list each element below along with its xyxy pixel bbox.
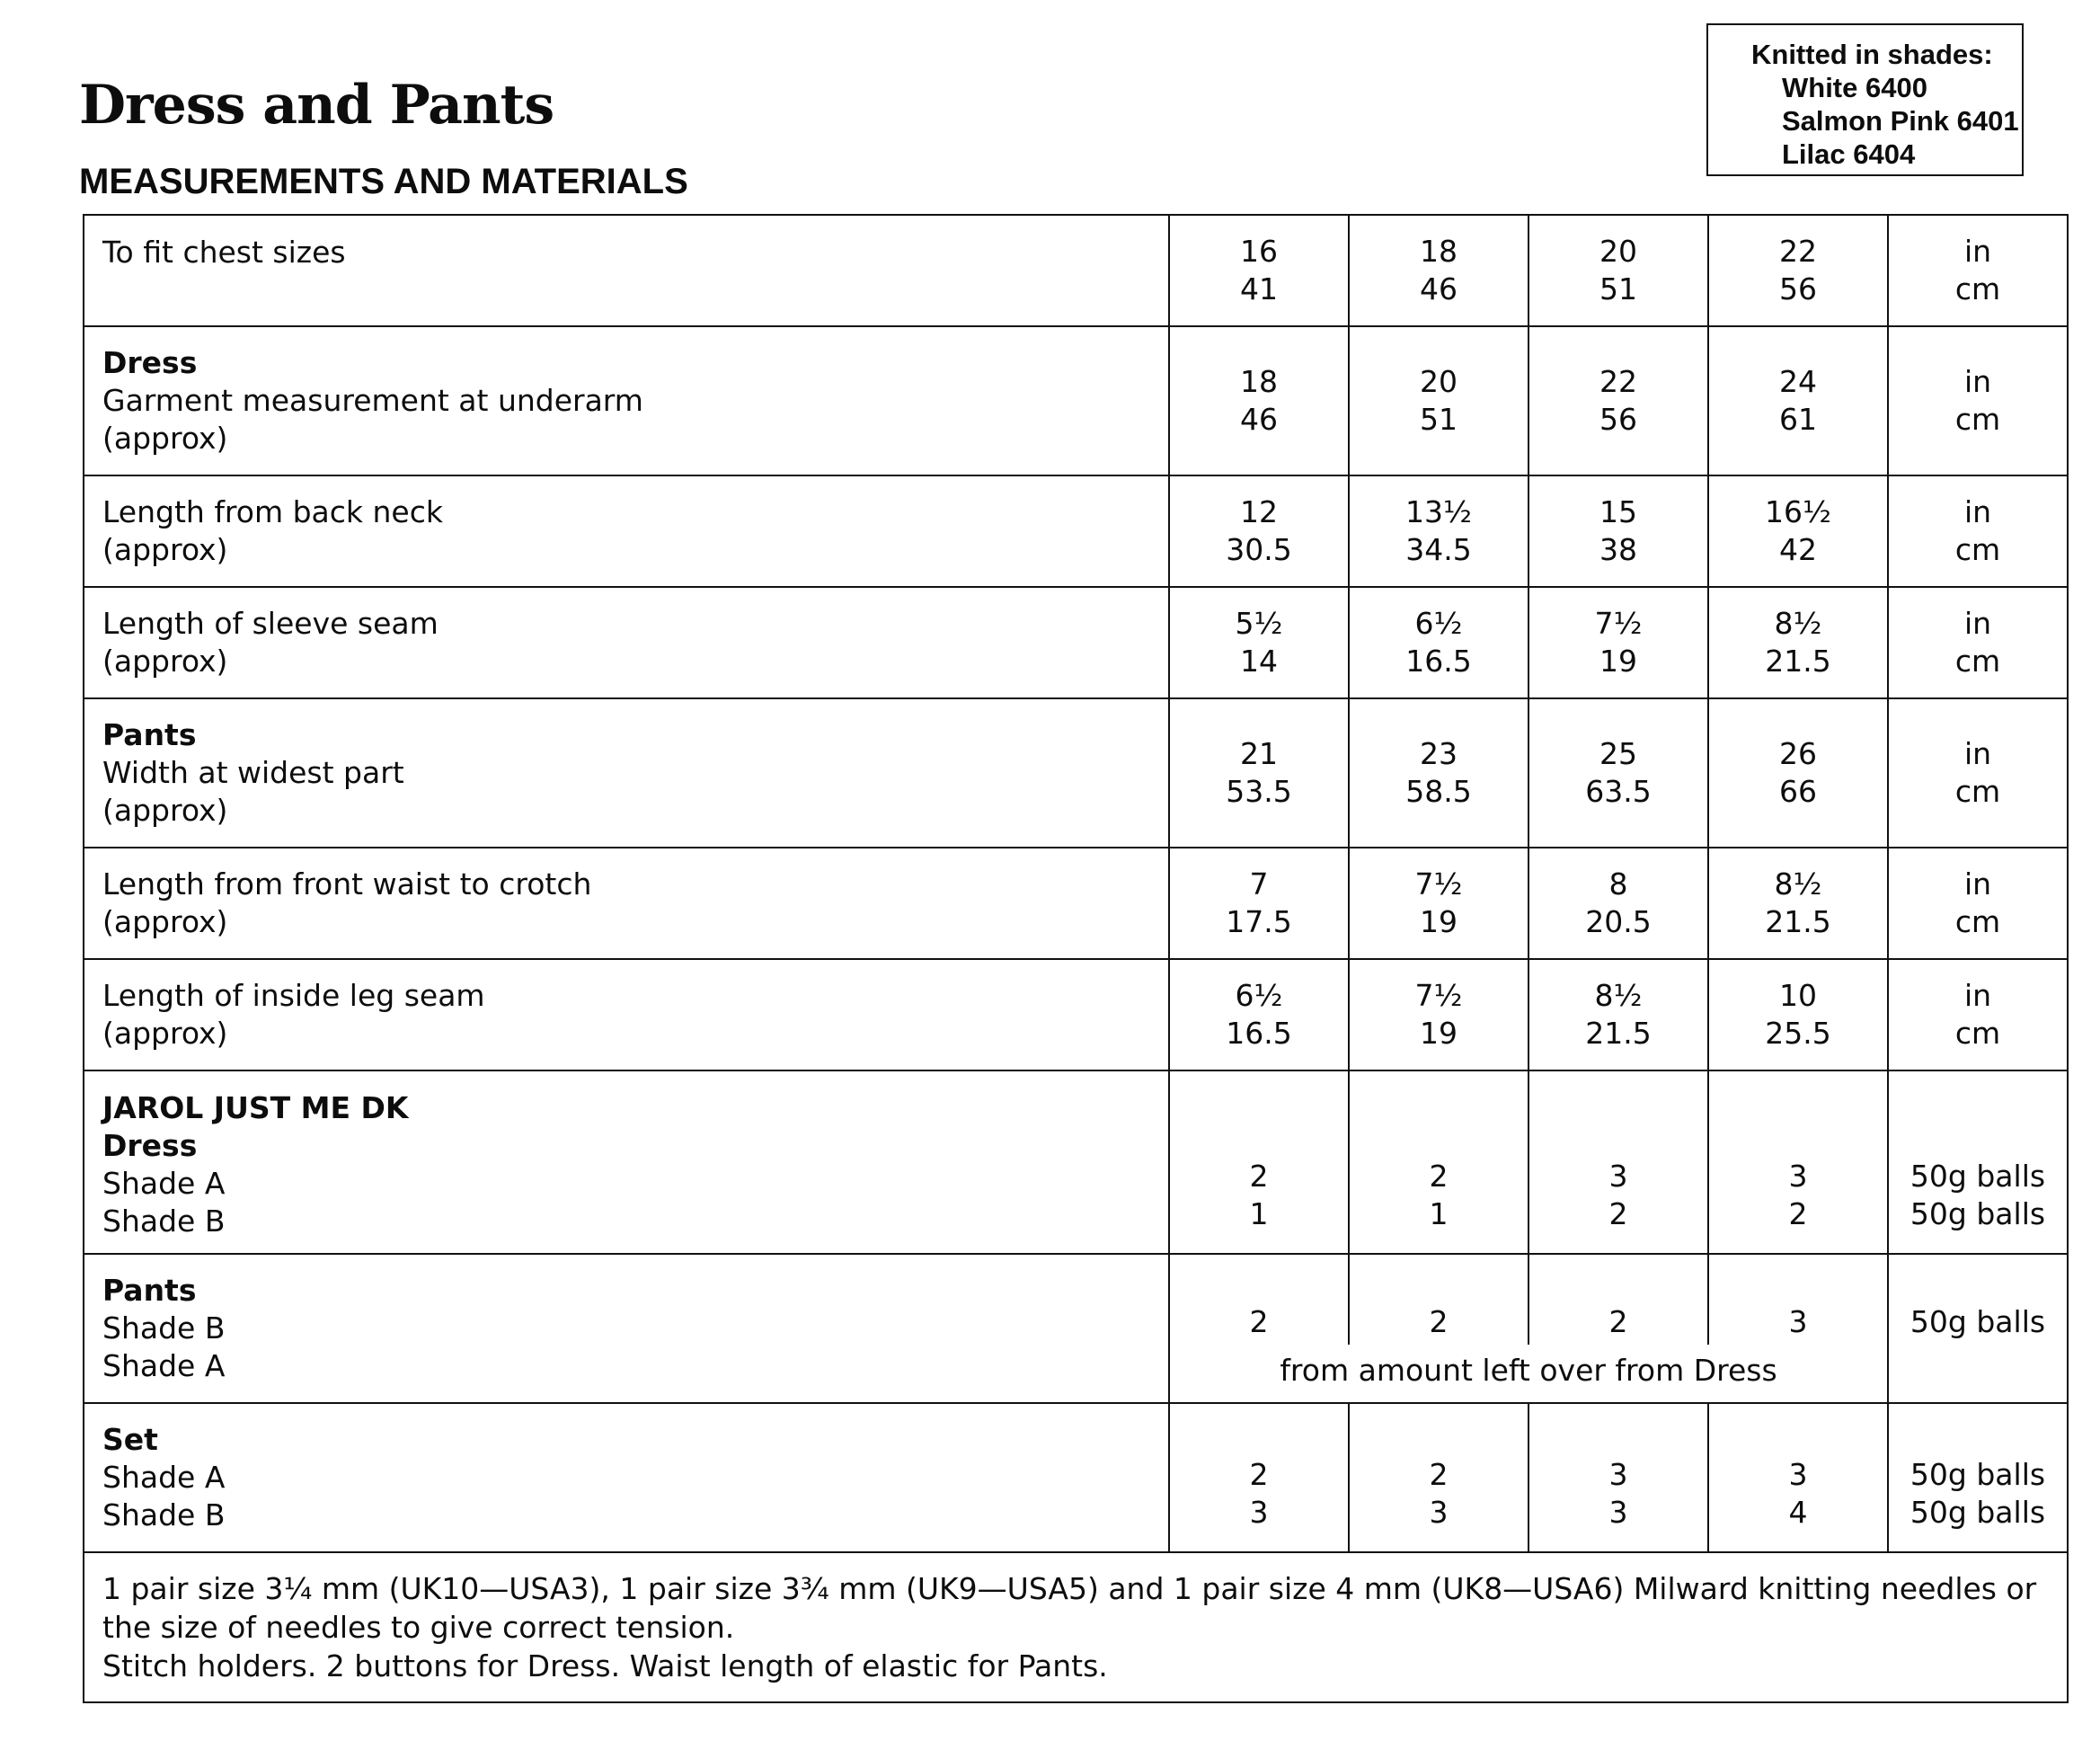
row-label: Length of sleeve seam (approx): [84, 587, 1169, 698]
row-label: Length of inside leg seam (approx): [84, 959, 1169, 1070]
unit-cell: 50g balls: [1888, 1254, 2068, 1403]
value-cell: 6½ 16.5: [1349, 587, 1528, 698]
table-row: [84, 1070, 2068, 1254]
value-cell: 15 38: [1528, 475, 1708, 587]
shade-lilac: Lilac 6404: [1782, 138, 1916, 170]
row-label: Dress Garment measurement at underarm (approx): [84, 326, 1169, 475]
table-row: [84, 1552, 2068, 1702]
table-row: [84, 475, 2068, 587]
value-cell: 3 4: [1708, 1403, 1888, 1552]
yarn-brand: JAROL JUST ME DK: [102, 1090, 409, 1125]
unit-cell: in cm: [1888, 698, 2068, 848]
value-cell: 7 17.5: [1169, 848, 1349, 959]
unit-cell: in cm: [1888, 848, 2068, 959]
value-cell: 5½ 14: [1169, 587, 1349, 698]
value-cell: 8½ 21.5: [1708, 848, 1888, 959]
materials-notes: [84, 1552, 2068, 1702]
table-row: [84, 698, 2068, 848]
table-row: [84, 959, 2068, 1070]
value-cell: 26 66: [1708, 698, 1888, 848]
row-label: To fit chest sizes: [84, 215, 1169, 326]
value-cell: 13½ 34.5: [1349, 475, 1528, 587]
pants-yarn-values: [1169, 1254, 1888, 1403]
section-subtitle: MEASUREMENTS AND MATERIALS: [79, 162, 688, 201]
shades-heading: Knitted in shades:: [1751, 39, 1993, 70]
unit-cell: in cm: [1888, 475, 2068, 587]
unit-cell: 50g balls 50g balls: [1888, 1403, 2068, 1552]
value-cell: 7½ 19: [1349, 959, 1528, 1070]
value-cell: 20 51: [1528, 215, 1708, 326]
extras-note: Stitch holders. 2 buttons for Dress. Waist length of elastic for Pants.: [102, 1648, 1108, 1683]
row-label: Set Shade A Shade B: [84, 1403, 1169, 1552]
value-cell: 20 51: [1349, 326, 1528, 475]
row-label: Pants Shade B Shade A: [84, 1254, 1169, 1403]
value-cell: 8½ 21.5: [1528, 959, 1708, 1070]
value-cell: 3 2: [1528, 1070, 1708, 1254]
value-cell: 8½ 21.5: [1708, 587, 1888, 698]
value-cell: 16½ 42: [1708, 475, 1888, 587]
value-cell: 8 20.5: [1528, 848, 1708, 959]
table-row: [84, 326, 2068, 475]
table-row: [84, 215, 2068, 326]
value-cell: 2 3: [1349, 1403, 1528, 1552]
value-cell: 2 1: [1169, 1070, 1349, 1254]
unit-cell: in cm: [1888, 215, 2068, 326]
row-label: Length from back neck (approx): [84, 475, 1169, 587]
page-title: Dress and Pants: [79, 74, 554, 137]
unit-cell: in cm: [1888, 959, 2068, 1070]
value-cell: 7½ 19: [1349, 848, 1528, 959]
value-cell: 2 1: [1349, 1070, 1528, 1254]
value-cell: 3: [1788, 1304, 1808, 1339]
value-cell: 24 61: [1708, 326, 1888, 475]
row-label: Pants Width at widest part (approx): [84, 698, 1169, 848]
value-cell: 12 30.5: [1169, 475, 1349, 587]
value-cell: 22 56: [1528, 326, 1708, 475]
value-cell: 2: [1170, 1255, 1350, 1345]
value-cell: 18 46: [1169, 326, 1349, 475]
table-row: [84, 1403, 2068, 1552]
row-label: Length from front waist to crotch (approx): [84, 848, 1169, 959]
value-cell: 18 46: [1349, 215, 1528, 326]
value-cell: 2 3: [1169, 1403, 1349, 1552]
shade-salmon-pink: Salmon Pink 6401: [1782, 105, 2019, 137]
table-row: [84, 1254, 2068, 1403]
pants-shade-a-note: from amount left over from Dress: [1280, 1353, 1777, 1388]
unit-cell: in cm: [1888, 326, 2068, 475]
value-cell: 25 63.5: [1528, 698, 1708, 848]
value-cell: 3 2: [1708, 1070, 1888, 1254]
value-cell: 2: [1529, 1255, 1709, 1345]
table-row: [84, 587, 2068, 698]
value-cell: 22 56: [1708, 215, 1888, 326]
value-cell: 7½ 19: [1528, 587, 1708, 698]
table-row: [84, 848, 2068, 959]
row-label: JAROL JUST ME DK Dress Shade A Shade B: [84, 1070, 1169, 1254]
value-cell: 10 25.5: [1708, 959, 1888, 1070]
unit-cell: in cm: [1888, 587, 2068, 698]
value-cell: 3 3: [1528, 1403, 1708, 1552]
needles-note: 1 pair size 3¼ mm (UK10—USA3), 1 pair size 3¾ mm (UK9—USA5) and 1 pair size 4 mm (UK8—USA6) Milward knitting needles or the size of needles to give correct tension.: [102, 1571, 2037, 1645]
value-cell: 6½ 16.5: [1169, 959, 1349, 1070]
unit-cell: 50g balls 50g balls: [1888, 1070, 2068, 1254]
measurements-table: [83, 214, 2069, 1703]
value-cell: 16 41: [1169, 215, 1349, 326]
value-cell: 2: [1350, 1255, 1529, 1345]
shade-white: White 6400: [1782, 72, 1927, 103]
value-cell: 23 58.5: [1349, 698, 1528, 848]
shades-box: [1706, 23, 2024, 176]
value-cell: 21 53.5: [1169, 698, 1349, 848]
